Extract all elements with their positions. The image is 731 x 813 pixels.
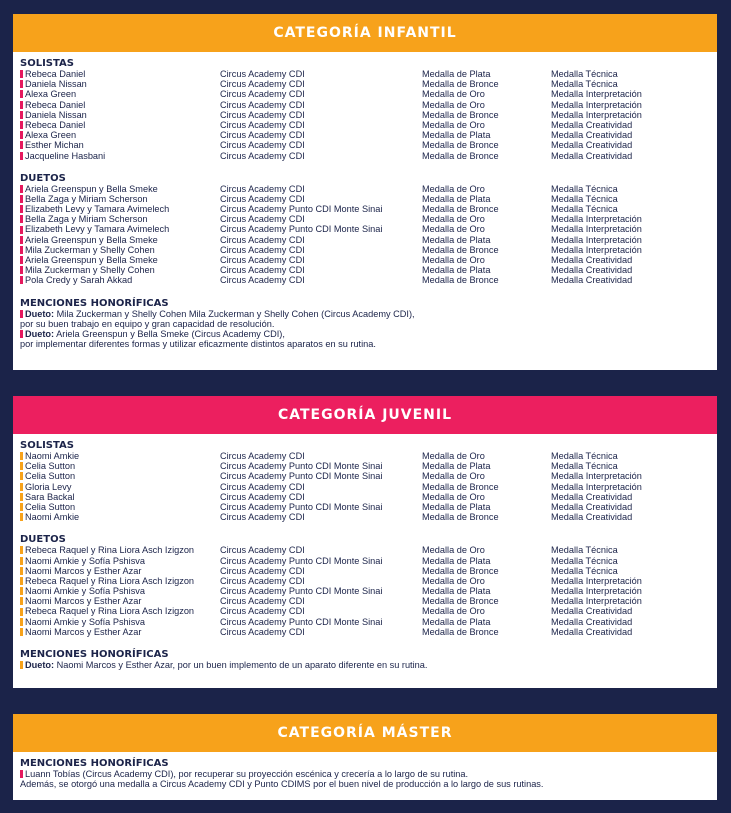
bullet-mark <box>20 557 23 565</box>
result-row <box>20 245 707 255</box>
juvenil-menciones-list <box>20 660 707 670</box>
academy-cell: Circus Academy CDI <box>220 234 305 245</box>
result-row <box>20 566 707 576</box>
academy-cell: Circus Academy CDI <box>220 99 305 110</box>
participant-name: Daniela Nissan <box>25 79 87 90</box>
bullet-mark <box>20 618 23 626</box>
participant-name: Naomi Amkie <box>25 451 80 461</box>
result-row <box>20 502 707 512</box>
academy-cell: Circus Academy Punto CDI Monte Sinai <box>220 501 383 512</box>
participant-cell <box>20 576 220 586</box>
participant-cell <box>20 596 220 606</box>
award-cell: Medalla Interpretación <box>551 575 642 586</box>
academy-cell: Circus Academy CDI <box>220 140 305 151</box>
participant-cell <box>20 545 220 555</box>
bullet-mark <box>20 483 23 491</box>
result-row <box>20 265 707 275</box>
result-row <box>20 79 707 89</box>
academy-cell: Circus Academy CDI <box>220 193 305 204</box>
participant-name: Esther Michan <box>25 140 84 151</box>
academy-cell: Circus Academy CDI <box>220 150 305 161</box>
medal-cell: Medalla de Oro <box>422 451 485 461</box>
academy-cell: Circus Academy CDI <box>220 626 305 637</box>
participant-name: Naomi Amkie <box>25 512 80 523</box>
result-row <box>20 140 707 150</box>
menciones-title: MENCIONES HONORÍFICAS <box>20 297 169 309</box>
academy-cell: Circus Academy CDI <box>220 606 305 617</box>
award-cell: Medalla Creatividad <box>551 606 633 617</box>
award-cell: Medalla Creatividad <box>551 130 633 141</box>
award-cell: Medalla Interpretación <box>551 99 642 110</box>
medal-cell: Medalla de Plata <box>422 616 491 627</box>
academy-cell: Circus Academy CDI <box>220 565 305 576</box>
bullet-mark <box>20 597 23 605</box>
duetos-title: DUETOS <box>20 534 66 546</box>
award-cell: Medalla Interpretación <box>551 109 642 120</box>
menciones-title: MENCIONES HONORÍFICAS <box>20 758 169 769</box>
award-cell: Medalla Técnica <box>551 461 618 472</box>
medal-cell: Medalla de Bronce <box>422 626 499 637</box>
bullet-mark <box>20 246 23 254</box>
medal-cell: Medalla de Oro <box>422 99 485 110</box>
juvenil-duetos-list <box>20 545 707 637</box>
bullet-mark <box>20 628 23 636</box>
result-row <box>20 100 707 110</box>
award-cell: Medalla Creatividad <box>551 501 633 512</box>
bullet-mark <box>20 310 23 318</box>
participant-name: Rebeca Daniel <box>25 99 86 110</box>
mention-label: Dueto: <box>25 308 55 319</box>
duetos-title: DUETOS <box>20 172 66 184</box>
academy-cell: Circus Academy CDI <box>220 596 305 607</box>
academy-cell: Circus Academy CDI <box>220 451 305 461</box>
bullet-mark <box>20 90 23 98</box>
participant-name: Elizabeth Levy y Tamara Avimelech <box>25 204 170 215</box>
result-row <box>20 471 707 481</box>
medal-cell: Medalla de Plata <box>422 234 491 245</box>
result-row <box>20 194 707 204</box>
medal-cell: Medalla de Bronce <box>422 140 499 151</box>
award-cell: Medalla Creatividad <box>551 512 633 523</box>
mention-line <box>20 660 707 670</box>
participant-cell <box>20 130 220 140</box>
participant-cell <box>20 451 220 461</box>
academy-cell: Circus Academy CDI <box>220 183 305 194</box>
academy-cell: Circus Academy CDI <box>220 275 305 286</box>
participant-cell <box>20 89 220 99</box>
participant-cell <box>20 69 220 79</box>
participant-cell <box>20 461 220 471</box>
award-cell: Medalla Técnica <box>551 545 618 556</box>
award-cell: Medalla Interpretación <box>551 89 642 100</box>
academy-cell: Circus Academy CDI <box>220 109 305 120</box>
card-juvenil <box>13 396 717 688</box>
award-cell: Medalla Creatividad <box>551 265 633 276</box>
participant-name: Celia Sutton <box>25 501 76 512</box>
participant-name: Elizabeth Levy y Tamara Avimelech <box>25 224 170 235</box>
award-cell: Medalla Técnica <box>551 565 618 576</box>
master-mention-line-1 <box>20 769 707 779</box>
participant-cell <box>20 151 220 161</box>
participant-cell <box>20 214 220 224</box>
participant-cell <box>20 627 220 637</box>
participant-name: Rebeca Raquel y Rina Liora Asch Izigzon <box>25 545 195 556</box>
medal-cell: Medalla de Oro <box>422 255 485 265</box>
bullet-mark <box>20 452 23 460</box>
result-row <box>20 576 707 586</box>
result-row <box>20 545 707 555</box>
award-cell: Medalla Interpretación <box>551 234 642 245</box>
medal-cell: Medalla de Bronce <box>422 109 499 120</box>
bullet-mark <box>20 70 23 78</box>
medal-cell: Medalla de Oro <box>422 471 485 482</box>
infantil-duetos-list <box>20 184 707 286</box>
participant-cell <box>20 110 220 120</box>
bullet-mark <box>20 462 23 470</box>
award-cell: Medalla Técnica <box>551 193 618 204</box>
academy-cell: Circus Academy Punto CDI Monte Sinai <box>220 461 383 472</box>
academy-cell: Circus Academy CDI <box>220 265 305 276</box>
result-row <box>20 214 707 224</box>
medal-cell: Medalla de Oro <box>422 183 485 194</box>
academy-cell: Circus Academy CDI <box>220 130 305 141</box>
bullet-mark <box>20 152 23 160</box>
bullet-mark <box>20 131 23 139</box>
participant-cell <box>20 235 220 245</box>
header-juvenil <box>13 396 717 434</box>
mention-line <box>20 309 707 319</box>
academy-cell: Circus Academy Punto CDI Monte Sinai <box>220 471 383 482</box>
participant-name: Jacqueline Hasbani <box>25 150 106 161</box>
infantil-solistas-list <box>20 69 707 161</box>
bullet-mark <box>20 661 23 669</box>
bullet-mark <box>20 493 23 501</box>
bullet-mark <box>20 236 23 244</box>
medal-cell: Medalla de Bronce <box>422 204 499 215</box>
academy-cell: Circus Academy CDI <box>220 119 305 130</box>
participant-name: Alexa Green <box>25 89 77 100</box>
participant-cell <box>20 184 220 194</box>
participant-name: Pola Credy y Sarah Akkad <box>25 275 133 286</box>
award-cell: Medalla Técnica <box>551 79 618 90</box>
medal-cell: Medalla de Plata <box>422 501 491 512</box>
result-row <box>20 556 707 566</box>
participant-cell <box>20 100 220 110</box>
academy-cell: Circus Academy CDI <box>220 89 305 100</box>
card-infantil <box>13 14 717 370</box>
award-cell: Medalla Interpretación <box>551 224 642 235</box>
participant-cell <box>20 502 220 512</box>
medal-cell: Medalla de Plata <box>422 193 491 204</box>
title-infantil: CATEGORÍA INFANTIL <box>273 25 457 41</box>
result-row <box>20 120 707 130</box>
participant-name: Mila Zuckerman y Shelly Cohen <box>25 265 155 276</box>
result-row <box>20 151 707 161</box>
participant-cell <box>20 79 220 89</box>
award-cell: Medalla Interpretación <box>551 586 642 597</box>
award-cell: Medalla Técnica <box>551 451 618 461</box>
result-row <box>20 69 707 79</box>
participant-name: Ariela Greenspun y Bella Smeke <box>25 183 158 194</box>
bullet-mark <box>20 472 23 480</box>
bullet-mark <box>20 256 23 264</box>
juvenil-solistas-list <box>20 451 707 522</box>
medal-cell: Medalla de Bronce <box>422 596 499 607</box>
bullet-mark <box>20 503 23 511</box>
title-master: CATEGORÍA MÁSTER <box>277 725 453 741</box>
result-row <box>20 617 707 627</box>
result-row <box>20 512 707 522</box>
participant-name: Naomi Marcos y Esther Azar <box>25 596 142 607</box>
bullet-mark <box>20 80 23 88</box>
mention-label: Dueto: <box>25 660 55 670</box>
participant-cell <box>20 265 220 275</box>
medal-cell: Medalla de Oro <box>422 575 485 586</box>
medal-cell: Medalla de Bronce <box>422 244 499 255</box>
academy-cell: Circus Academy CDI <box>220 575 305 586</box>
mention-text: Naomi Marcos y Esther Azar, por un buen implemento de un aparato diferente en su rutina. <box>54 660 428 670</box>
award-cell: Medalla Creatividad <box>551 275 633 286</box>
title-juvenil: CATEGORÍA JUVENIL <box>277 407 453 423</box>
result-row <box>20 184 707 194</box>
result-row <box>20 130 707 140</box>
academy-cell: Circus Academy CDI <box>220 512 305 523</box>
academy-cell: Circus Academy CDI <box>220 545 305 556</box>
participant-cell <box>20 556 220 566</box>
participant-name: Celia Sutton <box>25 461 76 472</box>
medal-cell: Medalla de Plata <box>422 130 491 141</box>
mention-line-continued: por implementar diferentes formas y utilizar eficazmente distintos aparatos en su rutina. <box>20 339 376 350</box>
medal-cell: Medalla de Bronce <box>422 481 499 492</box>
award-cell: Medalla Técnica <box>551 204 618 215</box>
participant-name: Sara Backal <box>25 491 75 502</box>
participant-cell <box>20 586 220 596</box>
medal-cell: Medalla de Bronce <box>422 512 499 523</box>
medal-cell: Medalla de Oro <box>422 545 485 556</box>
result-row <box>20 627 707 637</box>
result-row <box>20 110 707 120</box>
result-row <box>20 89 707 99</box>
participant-name: Rebeca Raquel y Rina Liora Asch Izigzon <box>25 606 195 617</box>
participant-cell <box>20 606 220 616</box>
award-cell: Medalla Creatividad <box>551 255 633 265</box>
result-row <box>20 596 707 606</box>
header-master <box>13 714 717 752</box>
participant-cell <box>20 120 220 130</box>
mention-line <box>20 329 707 339</box>
participant-name: Ariela Greenspun y Bella Smeke <box>25 234 158 245</box>
card-master <box>13 714 717 800</box>
participant-cell <box>20 140 220 150</box>
award-cell: Medalla Técnica <box>551 183 618 194</box>
award-cell: Medalla Creatividad <box>551 140 633 151</box>
bullet-mark <box>20 226 23 234</box>
medal-cell: Medalla de Oro <box>422 89 485 100</box>
participant-name: Mila Zuckerman y Shelly Cohen <box>25 244 155 255</box>
bullet-mark <box>20 266 23 274</box>
participant-cell <box>20 255 220 265</box>
medal-cell: Medalla de Bronce <box>422 275 499 286</box>
solistas-title: SOLISTAS <box>20 58 74 69</box>
bullet-mark <box>20 276 23 284</box>
result-row <box>20 204 707 214</box>
result-row <box>20 235 707 245</box>
result-row <box>20 586 707 596</box>
solistas-title: SOLISTAS <box>20 440 74 451</box>
participant-name: Alexa Green <box>25 130 77 141</box>
participant-name: Rebeca Daniel <box>25 69 86 79</box>
participant-name: Naomi Amkie y Sofía Pshisva <box>25 616 145 627</box>
award-cell: Medalla Interpretación <box>551 596 642 607</box>
participant-name: Rebeca Raquel y Rina Liora Asch Izigzon <box>25 575 195 586</box>
participant-cell <box>20 275 220 285</box>
bullet-mark <box>20 513 23 521</box>
bullet-mark <box>20 577 23 585</box>
result-row <box>20 461 707 471</box>
master-mention-line-2: Además, se otorgó una medalla a Circus Academy CDI y Punto CDIMS por el buen nivel de producción a lo largo de sus rutinas. <box>20 779 544 790</box>
academy-cell: Circus Academy Punto CDI Monte Sinai <box>220 616 383 627</box>
participant-cell <box>20 194 220 204</box>
bullet-mark <box>20 330 23 338</box>
menciones-title: MENCIONES HONORÍFICAS <box>20 649 169 660</box>
academy-cell: Circus Academy CDI <box>220 244 305 255</box>
participant-cell <box>20 482 220 492</box>
award-cell: Medalla Creatividad <box>551 119 633 130</box>
bullet-mark <box>20 195 23 203</box>
result-row <box>20 224 707 234</box>
result-row <box>20 255 707 265</box>
participant-name: Naomi Amkie y Sofía Pshisva <box>25 555 145 566</box>
academy-cell: Circus Academy CDI <box>220 491 305 502</box>
medal-cell: Medalla de Bronce <box>422 79 499 90</box>
award-cell: Medalla Interpretación <box>551 481 642 492</box>
result-row <box>20 482 707 492</box>
bullet-mark <box>20 587 23 595</box>
medal-cell: Medalla de Plata <box>422 586 491 597</box>
participant-name: Bella Zaga y Miriam Scherson <box>25 193 148 204</box>
header-infantil <box>13 14 717 52</box>
award-cell: Medalla Técnica <box>551 69 618 79</box>
academy-cell: Circus Academy Punto CDI Monte Sinai <box>220 586 383 597</box>
bullet-mark <box>20 185 23 193</box>
result-row <box>20 275 707 285</box>
award-cell: Medalla Interpretación <box>551 244 642 255</box>
mention-text: Mila Zuckerman y Shelly Cohen Mila Zuckerman y Shelly Cohen (Circus Academy CDI), <box>54 308 415 319</box>
mention-text: Ariela Greenspun y Bella Smeke (Circus Academy CDI), <box>54 328 285 339</box>
medal-cell: Medalla de Oro <box>422 606 485 617</box>
participant-cell <box>20 617 220 627</box>
bullet-mark <box>20 546 23 554</box>
medal-cell: Medalla de Oro <box>422 214 485 225</box>
participant-name: Naomi Marcos y Esther Azar <box>25 565 142 576</box>
medal-cell: Medalla de Plata <box>422 555 491 566</box>
bullet-mark <box>20 121 23 129</box>
participant-name: Rebeca Daniel <box>25 119 86 130</box>
medal-cell: Medalla de Oro <box>422 119 485 130</box>
academy-cell: Circus Academy CDI <box>220 79 305 90</box>
award-cell: Medalla Creatividad <box>551 491 633 502</box>
mention-line-continued: por su buen trabajo en equipo y gran capacidad de resolución. <box>20 318 275 329</box>
participant-cell <box>20 245 220 255</box>
medal-cell: Medalla de Bronce <box>422 565 499 576</box>
medal-cell: Medalla de Plata <box>422 69 491 79</box>
participant-name: Naomi Marcos y Esther Azar <box>25 626 142 637</box>
award-cell: Medalla Interpretación <box>551 214 642 225</box>
bullet-mark <box>20 567 23 575</box>
infantil-menciones-list <box>20 309 707 350</box>
award-cell: Medalla Interpretación <box>551 471 642 482</box>
participant-cell <box>20 204 220 214</box>
bullet-mark <box>20 205 23 213</box>
participant-name: Gloria Levy <box>25 481 72 492</box>
participant-cell <box>20 471 220 481</box>
participant-cell <box>20 512 220 522</box>
medal-cell: Medalla de Bronce <box>422 150 499 161</box>
participant-cell <box>20 224 220 234</box>
result-row <box>20 451 707 461</box>
participant-name: Celia Sutton <box>25 471 76 482</box>
academy-cell: Circus Academy Punto CDI Monte Sinai <box>220 555 383 566</box>
academy-cell: Circus Academy Punto CDI Monte Sinai <box>220 224 383 235</box>
participant-cell <box>20 492 220 502</box>
academy-cell: Circus Academy CDI <box>220 255 305 265</box>
medal-cell: Medalla de Oro <box>422 224 485 235</box>
result-row <box>20 606 707 616</box>
participant-name: Daniela Nissan <box>25 109 87 120</box>
participant-cell <box>20 566 220 576</box>
academy-cell: Circus Academy Punto CDI Monte Sinai <box>220 204 383 215</box>
medal-cell: Medalla de Plata <box>422 461 491 472</box>
bullet-mark <box>20 770 23 778</box>
bullet-mark <box>20 101 23 109</box>
award-cell: Medalla Creatividad <box>551 626 633 637</box>
award-cell: Medalla Creatividad <box>551 616 633 627</box>
mention-label: Dueto: <box>25 328 55 339</box>
master-mention-text: Luann Tobías (Circus Academy CDI), por recuperar su proyección escénica y crecería a lo largo de su rutina. <box>25 769 469 779</box>
academy-cell: Circus Academy CDI <box>220 214 305 225</box>
medal-cell: Medalla de Plata <box>422 265 491 276</box>
medal-cell: Medalla de Oro <box>422 491 485 502</box>
participant-name: Naomi Amkie y Sofía Pshisva <box>25 586 145 597</box>
participant-name: Bella Zaga y Miriam Scherson <box>25 214 148 225</box>
participant-name: Ariela Greenspun y Bella Smeke <box>25 255 158 265</box>
academy-cell: Circus Academy CDI <box>220 69 305 79</box>
result-row <box>20 492 707 502</box>
academy-cell: Circus Academy CDI <box>220 481 305 492</box>
bullet-mark <box>20 608 23 616</box>
bullet-mark <box>20 111 23 119</box>
award-cell: Medalla Técnica <box>551 555 618 566</box>
bullet-mark <box>20 215 23 223</box>
bullet-mark <box>20 141 23 149</box>
award-cell: Medalla Creatividad <box>551 150 633 161</box>
